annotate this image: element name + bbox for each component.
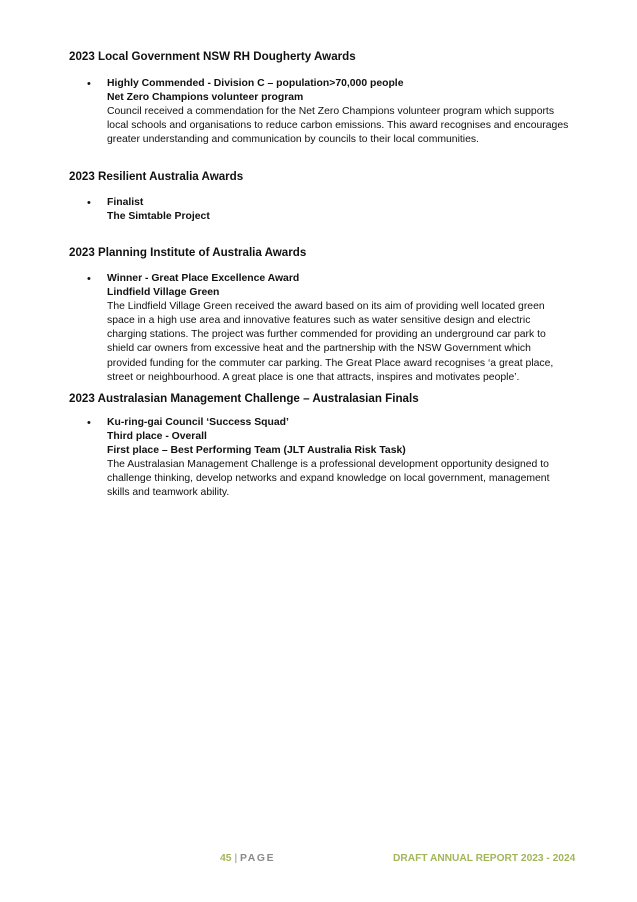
award-placing: Third place - Overall [107, 431, 207, 443]
award-description-line: greater understanding and communication by councils to their local communities. [107, 134, 479, 146]
award-description-line: Council received a commendation for the Net Zero Champions volunteer program which supports [107, 106, 555, 118]
award-item-body [107, 416, 587, 501]
award-description-line: The Lindfield Village Green received the award based on its aim of providing well located green [107, 301, 545, 313]
award-placing: First place – Best Performing Team (JLT Australia Risk Task) [107, 445, 406, 457]
section-heading-planning-institute: 2023 Planning Institute of Australia Awards [69, 246, 307, 259]
bullet-icon: • [87, 417, 91, 429]
award-title: Highly Commended - Division C – population>70,000 people [107, 78, 404, 89]
bullet-icon: • [87, 197, 91, 209]
award-description-line: challenge thinking, develop networks and expand knowledge on local government, management [107, 473, 550, 485]
award-description-line: The Australasian Management Challenge is a professional development opportunity designed to [107, 459, 549, 471]
section-heading-lgnsw-awards: 2023 Local Government NSW RH Dougherty Awards [69, 50, 356, 63]
award-description-line: space in a high use area and innovative features such as water sensitive design and electric [107, 315, 531, 327]
award-description-line: skills and teamwork ability. [107, 487, 230, 499]
bullet-icon: • [87, 78, 91, 90]
report-title: DRAFT ANNUAL REPORT 2023 - 2024 [393, 853, 576, 864]
award-title: Winner - Great Place Excellence Award [107, 273, 300, 284]
bullet-icon: • [87, 273, 91, 285]
award-description-line: provided funding for the commuter car parking. The Great Place award recognises ‘a great place, [107, 357, 554, 369]
page-separator: | [234, 853, 238, 864]
award-item-body [107, 77, 587, 147]
page-number: 45 [220, 853, 232, 864]
award-item-body [107, 272, 587, 385]
award-project: Net Zero Champions volunteer program [107, 92, 304, 104]
award-project: Lindfield Village Green [107, 287, 220, 299]
award-description-line: street or neighbourhood. A great place is one that attracts, inspires and motivates people’. [107, 371, 520, 383]
award-description-line: charging stations. The project was further commended for providing an underground car park to [107, 329, 546, 341]
section-heading-resilient-australia: 2023 Resilient Australia Awards [69, 170, 244, 183]
section-heading-management-challenge: 2023 Australasian Management Challenge – Australasian Finals [69, 392, 419, 405]
award-description-line: shield car owners from excessive heat and the partnership with the NSW Government which [107, 343, 531, 355]
award-item-body [107, 196, 587, 224]
award-project: The Simtable Project [107, 211, 210, 223]
page-footer-number [220, 853, 275, 865]
award-title: Finalist [107, 197, 144, 208]
page-word: PAGE [240, 853, 276, 864]
award-description-line: local schools and organisations to reduce carbon emissions. This award recognises and encourages [107, 120, 569, 132]
award-title: Ku-ring-gai Council ‘Success Squad’ [107, 417, 289, 428]
